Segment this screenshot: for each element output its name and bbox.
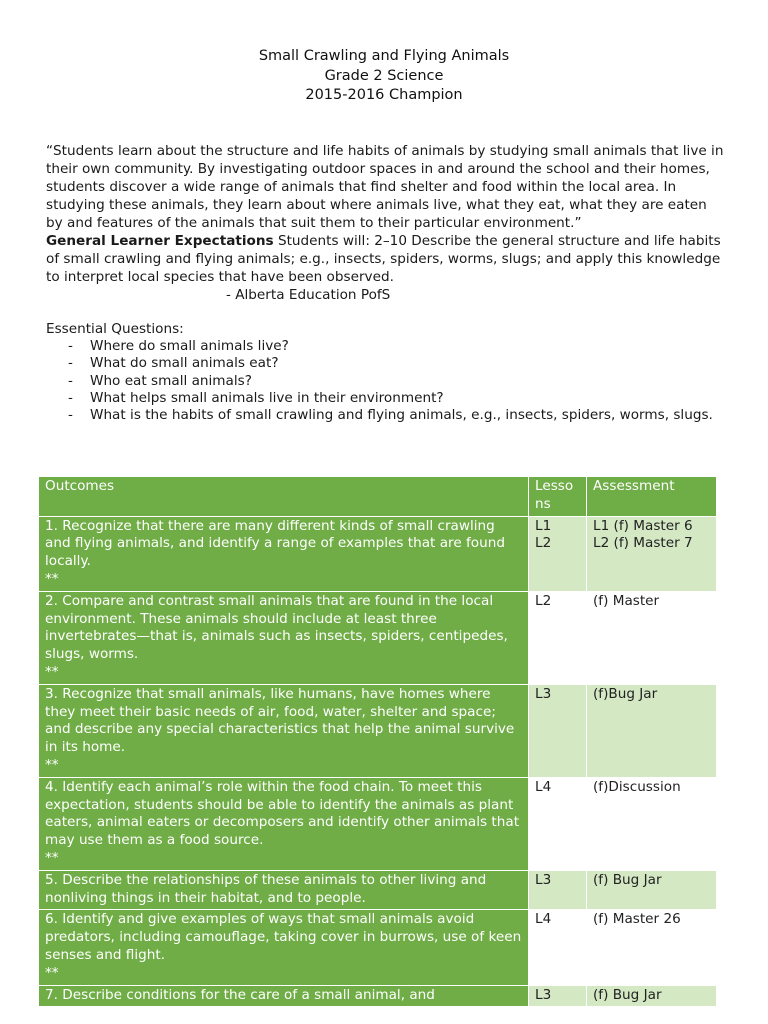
quote-text: “Students learn about the structure and life habits of animals by studying small animals that live in their own community. By investigating outdoor spaces in and around the school and their homes, students discover a wide range of animals that find shelter and food within the local area. In studying these animals, they learn about where animals live, what they eat, what they are eaten by and features of the animals that suit them to their particular environment.” [46,143,724,231]
title-block [0,47,768,106]
list-item: - Who eat small animals? [68,372,252,389]
list-item: - Where do small animals live? [68,338,289,355]
lessons-cell: L3 [529,985,587,1007]
program-quote [46,142,726,304]
lessons-cell: L4 [529,910,587,985]
dash-bullet: - [68,407,73,424]
doc-title: Small Crawling and Flying Animals [258,48,510,64]
assessment-cell: (f) Master [587,591,717,684]
essential-questions-heading: Essential Questions: [46,321,184,337]
header-assessment: Assessment [587,477,717,517]
outcome-cell: 2. Compare and contrast small animals that are found in the local environment. These animals should include at least three invertebrates—that is, animals such as insects, spiders, centipedes, slugs, worms. ** [39,591,529,684]
lessons-cell: L4 [529,777,587,870]
outcome-cell: 4. Identify each animal’s role within the food chain. To meet this expectation, students should be able to identify the animals as plant eaters, animal eaters or decomposers and identify other animals that may use them as a food source. ** [39,777,529,870]
outcome-cell: 1. Recognize that there are many different kinds of small crawling and flying animals, and identify a range of examples that are found locally. ** [39,516,529,591]
header-outcomes: Outcomes [39,477,529,517]
outcome-cell: 3. Recognize that small animals, like humans, have homes where they meet their basic needs of air, food, water, shelter and space; and describe any special characteristics that help the animal survive in its home. ** [39,684,529,777]
table-row [39,870,717,910]
stars-marker: ** [45,964,59,981]
table-row [39,985,717,1007]
assessment-cell: (f) Bug Jar [587,870,717,910]
stars-marker: ** [45,570,59,587]
assessment-cell: L1 (f) Master 6 L2 (f) Master 7 [587,516,717,591]
doc-subtitle-year: 2015-2016 Champion [305,87,463,103]
table-row [39,516,717,591]
essential-questions [46,321,726,424]
stars-marker: ** [45,663,59,680]
table-row [39,684,717,777]
stars-marker: ** [45,756,59,773]
list-item: - What helps small animals live in their environment? [68,389,444,406]
gle-label: General Learner Expectations [46,233,274,249]
doc-subtitle-grade: Grade 2 Science [324,67,444,84]
assessment-cell: (f) Bug Jar [587,985,717,1007]
header-lessons: Lesso ns [529,477,587,517]
list-item: - What is the habits of small crawling and flying animals, e.g., insects, spiders, worms, slugs. [68,407,713,424]
outcome-cell: 6. Identify and give examples of ways that small animals avoid predators, including camouflage, taking cover in burrows, use of keen senses and flight. ** [39,910,529,985]
gle-text: Students will: 2–10 Describe the general structure and life habits of small crawling and flying animals; e.g., insects, spiders, worms, slugs; and apply this knowledge to interpret local species that have been observed. [46,233,721,285]
dash-bullet: - [68,338,73,355]
dash-bullet: - [68,389,73,406]
outcome-cell: 7. Describe conditions for the care of a small animal, and [39,985,529,1007]
quote-attribution: - Alberta Education PofS [226,287,391,303]
lessons-cell: L3 [529,684,587,777]
table-row [39,910,717,985]
outcomes-table [38,476,717,1007]
list-item: - What do small animals eat? [68,355,279,372]
lessons-cell: L3 [529,870,587,910]
table-row [39,591,717,684]
lessons-cell: L1 L2 [529,516,587,591]
assessment-cell: (f)Discussion [587,777,717,870]
table-header-row [39,477,717,517]
table-row [39,777,717,870]
lessons-cell: L2 [529,591,587,684]
gle-paragraph [46,232,726,286]
outcome-cell: 5. Describe the relationships of these animals to other living and nonliving things in their habitat, and to people. [39,870,529,910]
assessment-cell: (f)Bug Jar [587,684,717,777]
essential-questions-list [46,338,726,424]
dash-bullet: - [68,355,73,372]
dash-bullet: - [68,372,73,389]
stars-marker: ** [45,849,59,866]
assessment-cell: (f) Master 26 [587,910,717,985]
